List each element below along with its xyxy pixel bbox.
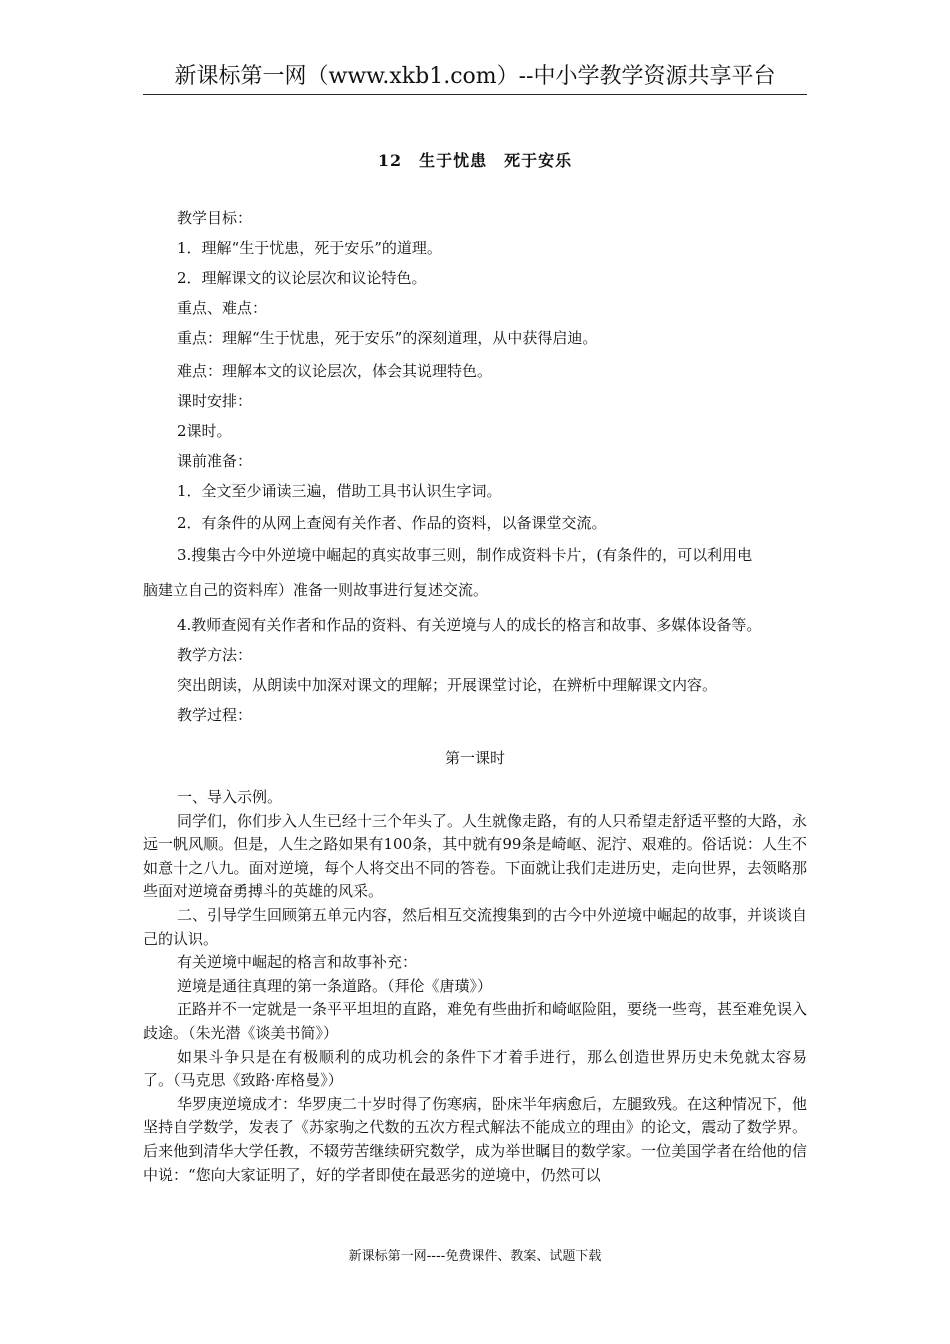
key-point: 重点：理解“生于忧患，死于安乐”的深刻道理，从中获得启迪。 bbox=[177, 329, 598, 347]
prep-item: 1．全文至少诵读三遍，借助工具书认识生字词。 bbox=[177, 482, 502, 500]
prep-item-continued: 脑建立自己的资料库）准备一则故事进行复述交流。 bbox=[143, 581, 489, 599]
prep-item: 3.搜集古今中外逆境中崛起的真实故事三则，制作成资料卡片，(有条件的，可以利用电 bbox=[177, 546, 753, 564]
paragraph: 逆境是通往真理的第一条道路。（拜伦《唐璜》） bbox=[177, 976, 493, 995]
paragraph: 华罗庚逆境成才：华罗庚二十岁时得了伤寒病，卧床半年病愈后，左腿致残。在这种情况下，他坚持自学数学，发表了《苏家驹之代数的五次方程式解法不能成立的理由》的论文，震动了数学界。后来他到清华大学任教，不辍劳苦继续研究数学，成为举世瞩目的数学家。一位美国学者在给他的信中说：“您向大家证明了，好的学者即使在最恶劣的逆境中，仍然可以 bbox=[143, 1094, 808, 1184]
difficult-point: 难点：理解本文的议论层次，体会其说理特色。 bbox=[177, 362, 493, 380]
paragraph: 同学们，你们步入人生已经十三个年头了。人生就像走路，有的人只希望走舒适平整的大路，永远一帆风顺。但是，人生之路如果有100条，其中就有99条是崎岖、泥泞、艰难的。俗话说：人生不如意十之八九。面对逆境，每个人将交出不同的答卷。下面就让我们走进历史，走向世界，去领略那些面对逆境奋勇搏斗的英雄的风采。 bbox=[143, 811, 808, 901]
schedule-value: 2课时。 bbox=[177, 422, 232, 440]
prep-heading: 课前准备： bbox=[177, 452, 253, 470]
method-value: 突出朗读，从朗读中加深对课文的理解；开展课堂讨论，在辨析中理解课文内容。 bbox=[177, 676, 718, 694]
paragraph: 如果斗争只是在有极顺利的成功机会的条件下才着手进行，那么创造世界历史未免就太容易了。（马克思《致路·库格曼》） bbox=[143, 1047, 807, 1090]
paragraph: 二、引导学生回顾第五单元内容，然后相互交流搜集到的古今中外逆境中崛起的故事，并谈谈自己的认识。 bbox=[143, 905, 808, 948]
paragraph: 一、导入示例。 bbox=[177, 788, 283, 806]
goals-heading: 教学目标： bbox=[177, 209, 253, 227]
prep-item: 4.教师查阅有关作者和作品的资料、有关逆境与人的成长的格言和故事、多媒体设备等。 bbox=[177, 616, 762, 634]
keypoints-heading: 重点、难点： bbox=[177, 299, 268, 317]
goal-item: 1．理解“生于忧患，死于安乐”的道理。 bbox=[177, 239, 442, 257]
method-heading: 教学方法： bbox=[177, 646, 253, 664]
goal-item: 2．理解课文的议论层次和议论特色。 bbox=[177, 269, 427, 287]
process-heading: 教学过程： bbox=[177, 706, 253, 724]
schedule-heading: 课时安排： bbox=[177, 392, 253, 410]
prep-item: 2．有条件的从网上查阅有关作者、作品的资料，以备课堂交流。 bbox=[177, 514, 607, 532]
lesson-body bbox=[143, 786, 807, 1187]
paragraph: 有关逆境中崛起的格言和故事补充： bbox=[177, 953, 418, 972]
page-header: 新课标第一网（www.xkb1.com）--中小学教学资源共享平台 bbox=[143, 62, 807, 95]
page-footer: 新课标第一网----免费课件、教案、试题下载 bbox=[348, 1249, 602, 1264]
paragraph: 正路并不一定就是一条平平坦坦的直路，难免有些曲折和崎岖险阻，要绕一些弯，甚至难免误入歧途。（朱光潜《谈美书简》） bbox=[143, 1000, 808, 1042]
lesson-heading: 第一课时 bbox=[444, 749, 505, 767]
page-title: 12 生于忧患 死于安乐 bbox=[377, 151, 573, 170]
